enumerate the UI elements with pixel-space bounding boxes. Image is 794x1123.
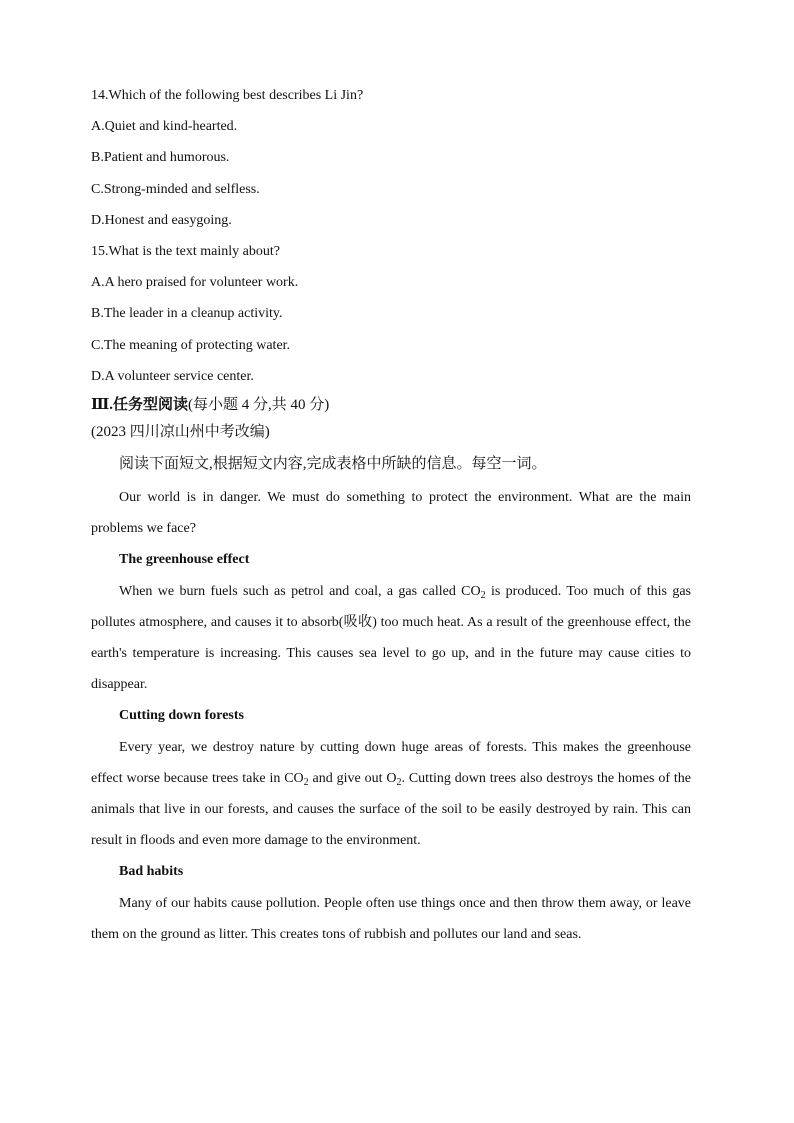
option-a: A.Quiet and kind-hearted.: [91, 119, 238, 135]
question-stem: 14.Which of the following best describes Li Jin?: [91, 88, 364, 103]
heading-cutting-forests: Cutting down forests: [119, 708, 244, 724]
heading-greenhouse-effect: The greenhouse effect: [119, 552, 250, 568]
paragraph-greenhouse-effect: When we burn fuels such as petrol and coal, a gas called $CO_2$ is produced. Too much of this gas pollutes atmosphere, and causes it to absorb(吸收) too much heat. As a result of the greenhouse effect, the earth's temperature is increasing. This causes sea level to go up, and in the future may cause cities to disappear.: [91, 583, 691, 693]
section-points: (每小题 4 分,共 40 分): [188, 397, 330, 414]
section-title: Ⅲ.任务型阅读: [91, 397, 189, 414]
option-d: D.A volunteer service center.: [91, 368, 254, 384]
option-b: B.The leader in a cleanup activity.: [91, 306, 283, 322]
section-source: (2023 四川凉山州中考改编): [91, 424, 270, 441]
document-page: [91, 80, 691, 950]
heading-bad-habits: Bad habits: [119, 864, 184, 880]
paragraph-cutting-forests: Every year, we destroy nature by cutting down huge areas of forests. This makes the greenhouse effect worse because trees take in $CO_2$ and give out $O_2$. Cutting down trees also destroys the homes of the animals that live in our forests, and causes the surface of the soil to be easily destroyed by rain. This can result in floods and even more damage to the environment.: [91, 739, 691, 849]
option-b: B.Patient and humorous.: [91, 150, 230, 166]
option-c: C.The meaning of protecting water.: [91, 337, 291, 353]
paragraph-bad-habits: Many of our habits cause pollution. People often use things once and then throw them away, or leave them on the ground as litter. This creates tons of rubbish and pollutes our land and seas.: [91, 895, 691, 942]
section-instruction: 阅读下面短文,根据短文内容,完成表格中所缺的信息。每空一词。: [119, 456, 547, 473]
passage-intro: Our world is in danger. We must do something to protect the environment. What are the main problems we face?: [91, 490, 691, 537]
question-stem: 15.What is the text mainly about?: [91, 244, 280, 260]
option-d: D.Honest and easygoing.: [91, 212, 232, 228]
question-15: [91, 236, 691, 392]
option-c: C.Strong-minded and selfless.: [91, 181, 260, 197]
section-header: [91, 392, 691, 418]
question-14: [91, 80, 691, 236]
option-a: A.A hero praised for volunteer work.: [91, 275, 299, 291]
